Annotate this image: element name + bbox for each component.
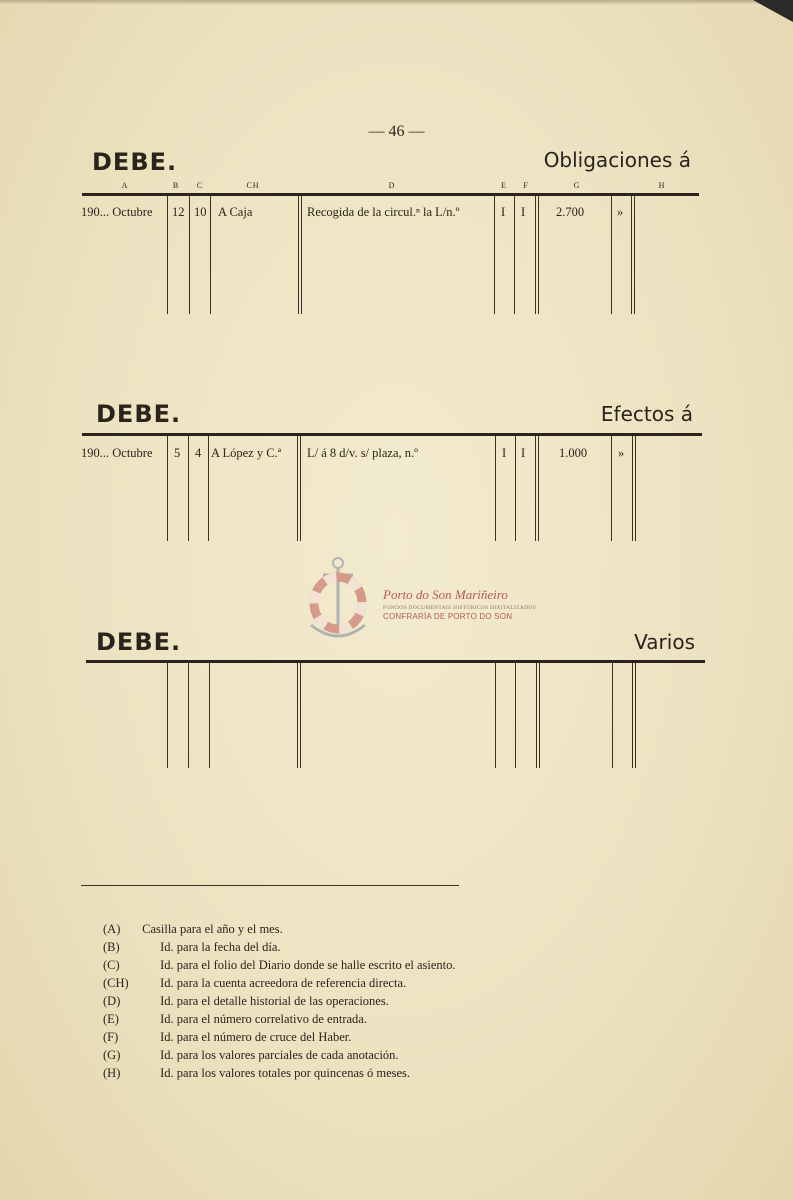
footnote-item xyxy=(103,1012,367,1027)
column-line xyxy=(301,196,302,314)
entry-cross: I xyxy=(521,205,526,219)
account-title: Varios xyxy=(634,630,695,654)
footnote-key: (C) xyxy=(103,958,120,972)
entry-account: A Caja xyxy=(218,205,253,219)
column-line xyxy=(189,196,190,314)
column-line xyxy=(514,196,515,314)
footnote-key: (G) xyxy=(103,1048,121,1062)
footnote-item xyxy=(103,1066,410,1081)
header-rule xyxy=(82,193,699,196)
entry-detail: Recogida de la circul.ⁿ la L/n.º xyxy=(307,205,460,219)
column-line xyxy=(188,436,189,541)
footnote-text: Id. para el detalle historial de las operaciones. xyxy=(160,994,389,1008)
column-line xyxy=(535,196,536,314)
column-line xyxy=(297,436,298,541)
column-line xyxy=(632,436,633,541)
column-line xyxy=(538,436,539,541)
footnote-key: (A) xyxy=(103,922,121,936)
column-letter: E xyxy=(501,181,507,190)
debe-heading: DEBE. xyxy=(96,400,182,428)
column-letter: H xyxy=(658,181,666,190)
watermark-subtitle: FONDOS DOCUMENTAIS HISTÓRICOS DIXITALIZADOS xyxy=(383,605,537,611)
entry-day: 5 xyxy=(174,446,181,460)
entry-date: 190... Octubre xyxy=(81,205,153,219)
column-line xyxy=(634,196,635,314)
column-letter: CH xyxy=(246,181,260,190)
column-line xyxy=(300,436,301,541)
footnote-text: Id. para los valores parciales de cada anotación. xyxy=(160,1048,399,1062)
footnote-key: (CH) xyxy=(103,976,129,990)
footnote-item xyxy=(103,1030,351,1045)
footnote-key: (E) xyxy=(103,1012,119,1026)
entry-partial-value: 2.700 xyxy=(556,205,585,219)
column-line xyxy=(635,436,636,541)
footnote-rule xyxy=(81,885,459,886)
column-line xyxy=(611,196,612,314)
footnote-key: (D) xyxy=(103,994,121,1008)
entry-detail: L/ á 8 d/v. s/ plaza, n.º xyxy=(307,446,419,460)
column-line xyxy=(209,663,210,768)
footnote-text: Id. para los valores totales por quincenas ó meses. xyxy=(160,1066,411,1080)
account-title: Efectos á xyxy=(600,402,693,426)
column-line xyxy=(538,196,539,314)
header-rule xyxy=(82,433,702,436)
watermark-title: Porto do Son Mariñeiro xyxy=(383,587,508,602)
column-line xyxy=(611,436,612,541)
watermark-text xyxy=(383,587,536,621)
column-letter: C xyxy=(196,181,204,190)
column-line xyxy=(298,196,299,314)
column-letter: F xyxy=(523,181,529,190)
footnote-item xyxy=(103,994,389,1009)
column-line xyxy=(612,663,613,768)
footnote-item xyxy=(103,1048,399,1063)
entry-date: 190... Octubre xyxy=(81,446,153,460)
column-line xyxy=(515,436,516,541)
column-line xyxy=(495,436,496,541)
entry-number: I xyxy=(501,205,506,219)
footnote-text: Id. para el número de cruce del Haber. xyxy=(160,1030,352,1044)
footnote-text: Id. para el número correlativo de entrada. xyxy=(160,1012,367,1026)
page-edge-shadow xyxy=(0,0,793,6)
footnote-text: Id. para la fecha del día. xyxy=(160,940,281,954)
column-line xyxy=(539,663,540,768)
column-line xyxy=(297,663,298,768)
column-letter: B xyxy=(172,181,180,190)
watermark-emblem xyxy=(305,555,371,652)
watermark-org: CONFRARÍA DE PORTO DO SON xyxy=(383,612,513,621)
entry-folio: 4 xyxy=(195,446,202,460)
column-line xyxy=(167,436,168,541)
debe-heading: DEBE. xyxy=(92,148,178,176)
column-line xyxy=(536,663,537,768)
entry-folio: 10 xyxy=(194,205,207,219)
column-letter: D xyxy=(388,181,396,190)
column-line xyxy=(515,663,516,768)
column-line xyxy=(631,196,632,314)
column-line xyxy=(632,663,633,768)
column-line xyxy=(188,663,189,768)
footnote-text: Id. para el folio del Diario donde se halle escrito el asiento. xyxy=(160,958,456,972)
footnote-text: Casilla para el año y el mes. xyxy=(142,922,283,936)
column-line xyxy=(535,436,536,541)
column-letter: A xyxy=(121,181,129,190)
account-title: Obligaciones á xyxy=(543,148,691,172)
page-number: — 46 — xyxy=(368,123,425,140)
column-line xyxy=(167,196,168,314)
column-line xyxy=(167,663,168,768)
entry-cents: » xyxy=(618,446,625,460)
footnote-item xyxy=(103,958,456,973)
column-line xyxy=(300,663,301,768)
column-letter: G xyxy=(573,181,581,190)
entry-cents: » xyxy=(617,205,624,219)
footnote-text: Id. para la cuenta acreedora de referencia directa. xyxy=(160,976,407,990)
column-line xyxy=(495,663,496,768)
debe-heading: DEBE. xyxy=(96,628,182,656)
entry-number: I xyxy=(502,446,507,460)
column-line xyxy=(635,663,636,768)
entry-account: A López y C.ª xyxy=(211,446,282,460)
column-line xyxy=(210,196,211,314)
footnote-item xyxy=(103,940,281,955)
footnote-key: (B) xyxy=(103,940,120,954)
footnote-item xyxy=(103,922,283,937)
entry-cross: I xyxy=(521,446,526,460)
footnote-key: (F) xyxy=(103,1030,119,1044)
entry-partial-value: 1.000 xyxy=(559,446,588,460)
column-line xyxy=(208,436,209,541)
entry-day: 12 xyxy=(172,205,185,219)
footnote-key: (H) xyxy=(103,1066,121,1080)
footnote-item xyxy=(103,976,406,991)
column-line xyxy=(494,196,495,314)
